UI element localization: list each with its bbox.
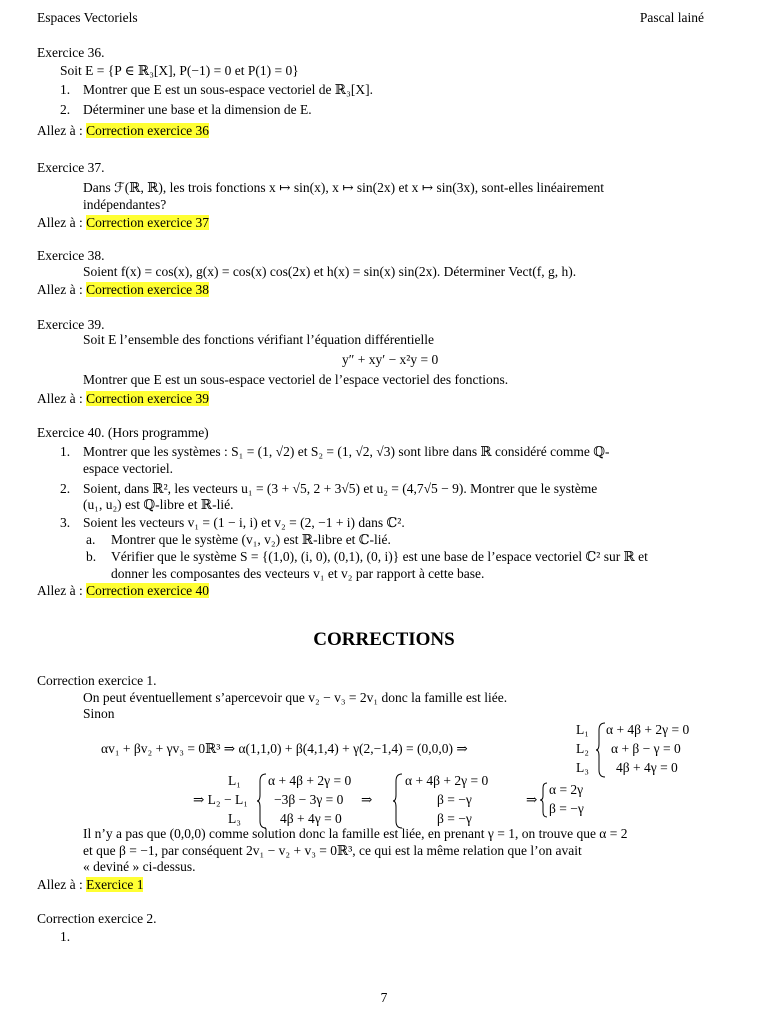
goto-row (37, 583, 209, 599)
text-line: Exercice 36. (37, 45, 105, 60)
text-line: α = 2γ (549, 782, 584, 797)
text-line: y″ + xy′ − x²y = 0 (342, 352, 439, 367)
text-line: Exercice 39. (37, 317, 105, 332)
goto-label: Allez à : (37, 215, 87, 230)
text-line: β = −γ (437, 811, 472, 826)
text-line: 4β + 4γ = 0 (616, 760, 678, 775)
text-line: donner les composantes des vecteurs v₁ et v₂ par rapport à cette base. (111, 566, 485, 581)
text-line: L₂ (576, 741, 589, 756)
brace-system-2 (257, 773, 267, 829)
text-line: Exercice 37. (37, 160, 105, 175)
brace-system-1 (596, 722, 606, 778)
brace-system-3 (393, 773, 403, 829)
text-line: ⇒ L₂ − L₁ (193, 792, 248, 807)
text-line: Correction exercice 2. (37, 911, 157, 926)
goto-row (37, 215, 209, 231)
text-line: 1. (60, 82, 71, 97)
text-line: 2. (60, 102, 71, 117)
text-line: Soient les vecteurs v₁ = (1 − i, i) et v₂ = (2, −1 + i) dans ℂ². (83, 515, 405, 530)
text-line: Dans ℱ(ℝ, ℝ), les trois fonctions x ↦ sin(x), x ↦ sin(2x) et x ↦ sin(3x), sont-elles linéairement (83, 180, 605, 195)
text-line: αv₁ + βv₂ + γv₃ = 0ℝ³ ⇒ α(1,1,0) + β(4,1,4) + γ(2,−1,4) = (0,0,0) ⇒ (101, 741, 468, 756)
text-line: 3. (60, 515, 71, 530)
text-line: ⇒ (361, 792, 373, 807)
text-line: Correction exercice 1. (37, 673, 157, 688)
text-line: 4β + 4γ = 0 (280, 811, 342, 826)
text-line: 1. (60, 929, 71, 944)
text-line: (u₁, u₂) est ℚ-libre et ℝ-lié. (83, 497, 234, 512)
header-right: Pascal lainé (639, 10, 704, 25)
goto-label: Allez à : (37, 877, 87, 892)
text-line: Exercice 38. (37, 248, 105, 263)
section-title: CORRECTIONS (313, 629, 455, 650)
text-line: L₁ (576, 722, 589, 737)
goto-row (37, 282, 209, 298)
goto-label: Allez à : (37, 282, 87, 297)
text-line: L₁ (228, 773, 241, 788)
text-line: « deviné » ci-dessus. (83, 859, 196, 874)
brace-system-4 (540, 782, 548, 818)
text-line: Il n’y a pas que (0,0,0) comme solution donc la famille est liée, en prenant γ = 1, on trouve que α = 2 (83, 826, 628, 841)
text-line: 2. (60, 481, 71, 496)
correction-link[interactable]: Correction exercice 38 (86, 282, 210, 297)
text-line: Soit E = {P ∈ ℝ₃[X], P(−1) = 0 et P(1) = 0} (60, 63, 299, 78)
page-number: 7 (380, 990, 388, 1005)
text-line: b. (86, 549, 97, 564)
text-line: espace vectoriel. (83, 461, 173, 476)
text-line: α + 4β + 2γ = 0 (268, 773, 352, 788)
goto-label: Allez à : (37, 123, 87, 138)
text-line: Montrer que E est un sous-espace vectoriel de l’espace vectoriel des fonctions. (83, 372, 509, 387)
goto-row (37, 877, 143, 893)
text-line: L₃ (228, 811, 241, 826)
correction-link[interactable]: Correction exercice 40 (86, 583, 210, 598)
text-line: Montrer que E est un sous-espace vectoriel de ℝ₃[X]. (83, 82, 373, 97)
text-line: Soient, dans ℝ², les vecteurs u₁ = (3 + √5, 2 + 3√5) et u₂ = (4,7√5 − 9). Montrer que le système (83, 481, 598, 496)
text-line: a. (86, 532, 96, 547)
text-line: Montrer que le système (v₁, v₂) est ℝ-libre et ℂ-lié. (111, 532, 391, 547)
text-line: L₃ (576, 760, 589, 775)
goto-label: Allez à : (37, 391, 87, 406)
text-line: β = −γ (549, 801, 584, 816)
goto-row (37, 123, 209, 139)
text-line: Soit E l’ensemble des fonctions vérifiant l’équation différentielle (83, 332, 435, 347)
text-line: Soient f(x) = cos(x), g(x) = cos(x) cos(2x) et h(x) = sin(x) sin(2x). Déterminer Vect(f, g, h). (83, 264, 577, 279)
text-line: Sinon (83, 706, 115, 721)
text-line: −3β − 3γ = 0 (274, 792, 344, 807)
text-line: α + 4β + 2γ = 0 (405, 773, 489, 788)
text-line: Vérifier que le système S = {(1,0), (i, 0), (0,1), (0, i)} est une base de l’espace vectoriel ℂ² sur ℝ et (111, 549, 648, 564)
text-line: On peut éventuellement s’apercevoir que v₂ − v₃ = 2v₁ donc la famille est liée. (83, 690, 508, 705)
header-left: Espaces Vectoriels (37, 10, 138, 25)
text-line: β = −γ (437, 792, 472, 807)
text-line: 1. (60, 444, 71, 459)
correction-link[interactable]: Correction exercice 39 (86, 391, 210, 406)
goto-row (37, 391, 209, 407)
correction-link[interactable]: Exercice 1 (86, 877, 144, 892)
text-line: Déterminer une base et la dimension de E. (83, 102, 312, 117)
text-line: ⇒ (526, 792, 538, 807)
text-line: Exercice 40. (Hors programme) (37, 425, 209, 440)
correction-link[interactable]: Correction exercice 36 (86, 123, 210, 138)
correction-link[interactable]: Correction exercice 37 (86, 215, 210, 230)
text-line: α + β − γ = 0 (611, 741, 681, 756)
text-line: indépendantes? (83, 197, 167, 212)
text-line: et que β = −1, par conséquent 2v₁ − v₂ + v₃ = 0ℝ³, ce qui est la même relation que l’on avait (83, 843, 582, 858)
text-line: α + 4β + 2γ = 0 (606, 722, 690, 737)
text-line: Montrer que les systèmes : S₁ = (1, √2) et S₂ = (1, √2, √3) sont libre dans ℝ considéré comme ℚ- (83, 444, 610, 459)
goto-label: Allez à : (37, 583, 87, 598)
